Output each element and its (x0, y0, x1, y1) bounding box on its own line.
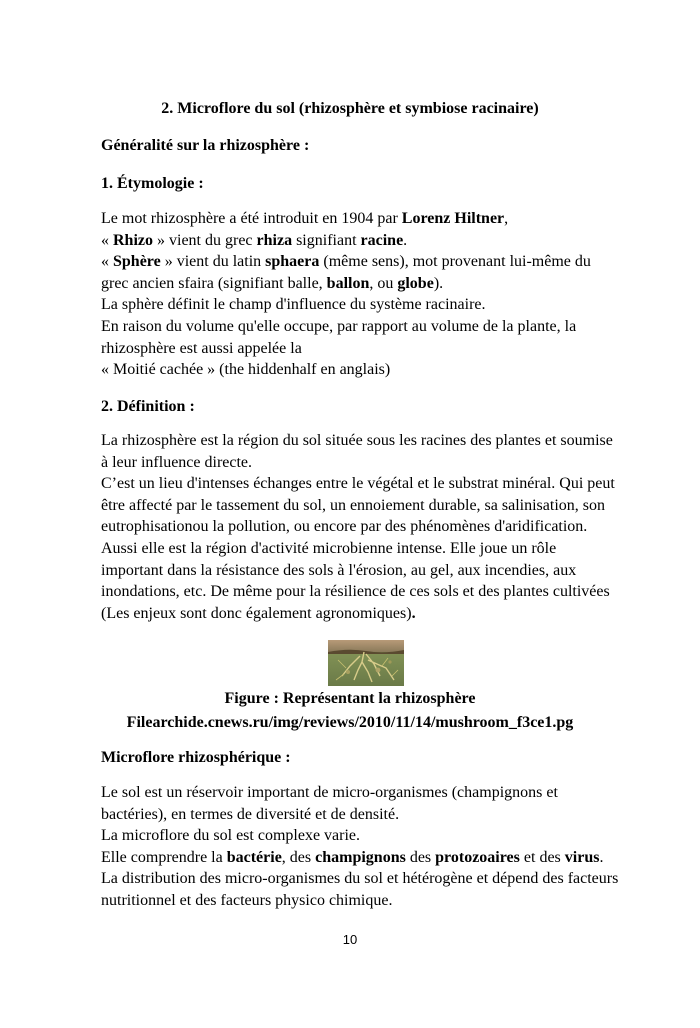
section-title: 2. Microflore du sol (rhizosphère et symbiose racinaire) (161, 100, 539, 117)
text-line: La rhizosphère est la région du sol située sous les racines des plantes et soumise (101, 432, 613, 449)
text-line: à leur influence directe. (101, 453, 253, 471)
figure-caption-source: Filearchide.cnews.ru/img/reviews/2010/11/14/mushroom_f3ce1.pg (126, 714, 574, 731)
text-line: La distribution des micro-organismes du sol et hétérogène et dépend des facteurs (101, 870, 619, 888)
text-line: bactéries), en termes de diversité et de densité. (101, 805, 400, 823)
heading-definition: 2. Définition : (101, 398, 195, 415)
page-number: 10 (342, 932, 358, 947)
text-line: Le mot rhizosphère a été introduit en 1904 par Lorenz Hiltner, (101, 210, 509, 227)
figure-caption-title: Figure : Représentant la rhizosphère (224, 690, 476, 707)
text-line: Aussi elle est la région d'activité microbienne intense. Elle joue un rôle (101, 539, 557, 557)
text-line: « Sphère » vient du latin sphaera (même sens), mot provenant lui-même du (101, 253, 591, 271)
text-line: « Moitié cachée » (the hiddenhalf en anglais) (101, 361, 391, 379)
text-line: inondations, etc. De même pour la résilience de ces sols et des plantes cultivées (101, 583, 610, 601)
definition-paragraph (101, 430, 646, 624)
text-line: important dans la résistance des sols à l'érosion, au gel, aux incendies, aux (101, 561, 577, 579)
text-line: (Les enjeux sont donc également agronomiques). (101, 604, 416, 622)
rhizosphere-figure-image (328, 640, 404, 686)
etymologie-paragraph (101, 208, 646, 381)
heading-etymologie: 1. Étymologie : (101, 175, 204, 192)
text-line: être affecté par le tassement du sol, un ennoiement durable, sa salinisation, son (101, 496, 605, 514)
text-line: eutrophisationou la pollution, ou encore par des phénomènes d'aridification. (101, 518, 588, 536)
text-line: La sphère définit le champ d'influence du système racinaire. (101, 296, 486, 314)
text-line: Le sol est un réservoir important de micro-organismes (champignons et (101, 784, 558, 801)
text-line: grec ancien sfaira (signifiant balle, ballon, ou globe). (101, 274, 444, 292)
microflore-paragraph (101, 782, 646, 912)
text-line: nutritionnel et des facteurs physico chimique. (101, 891, 393, 909)
text-line: C’est un lieu d'intenses échanges entre le végétal et le substrat minéral. Qui peut (101, 475, 615, 493)
text-line: « Rhizo » vient du grec rhiza signifiant racine. (101, 231, 408, 249)
heading-microflore: Microflore rhizosphérique : (101, 749, 291, 766)
text-line: rhizosphère est aussi appelée la (101, 339, 302, 357)
text-line: En raison du volume qu'elle occupe, par rapport au volume de la plante, la (101, 317, 577, 335)
text-line: Elle comprendre la bactérie, des champignons des protozoaires et des virus. (101, 848, 604, 866)
text-line: La microflore du sol est complexe varie. (101, 827, 361, 845)
heading-generalite: Généralité sur la rhizosphère : (101, 137, 310, 154)
